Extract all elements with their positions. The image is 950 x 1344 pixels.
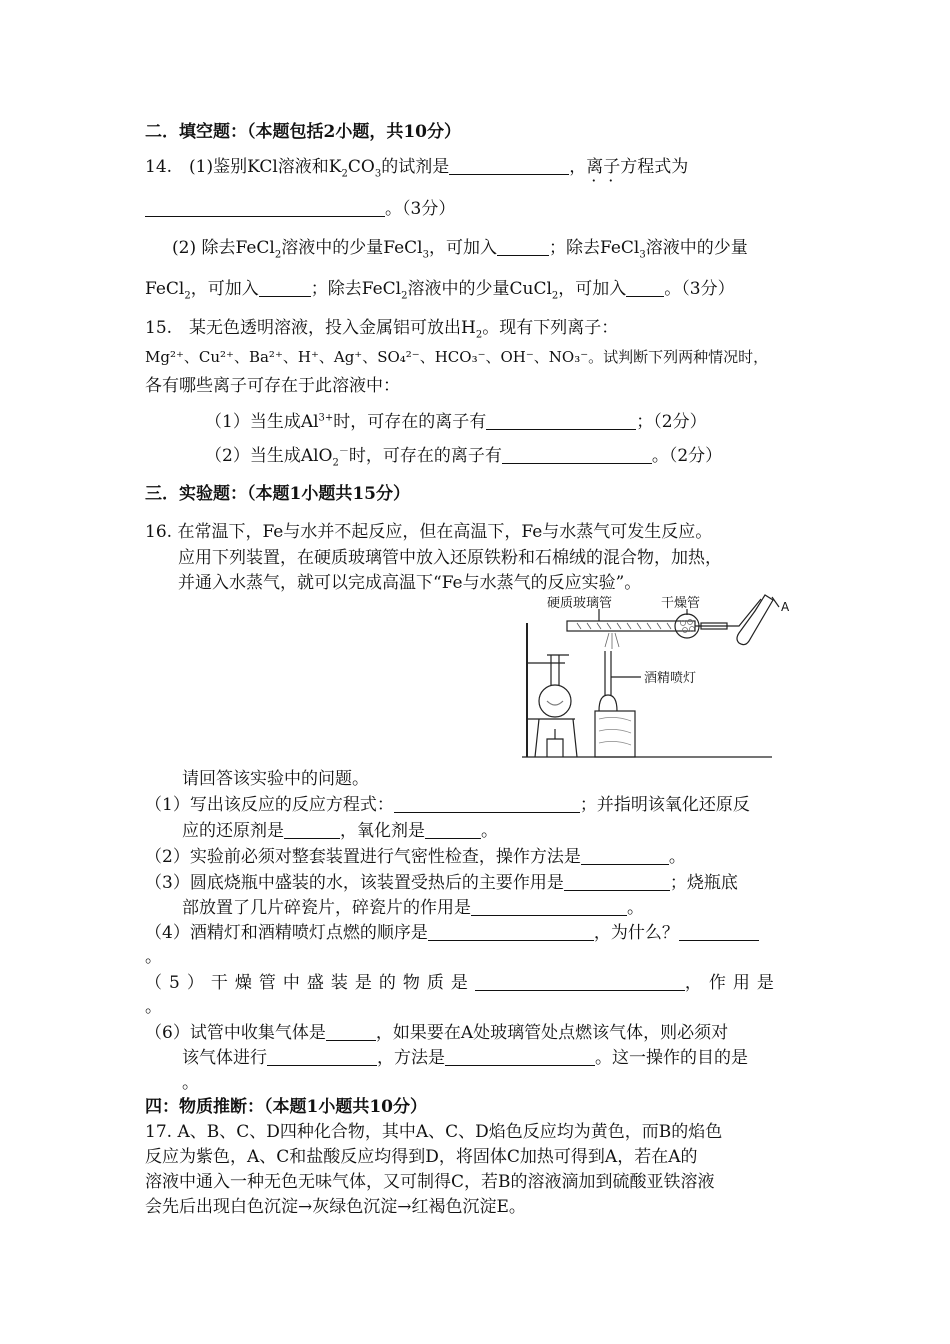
alcohol-lamp	[547, 739, 563, 757]
label-a-leader	[772, 597, 779, 607]
text: ；（2分）	[636, 412, 707, 432]
answer-blank[interactable]	[267, 1047, 377, 1066]
answer-blank[interactable]	[497, 237, 549, 256]
text: （1）当生成Al	[205, 412, 319, 432]
q16-sub-6	[145, 1021, 728, 1045]
q14-line-4	[145, 277, 735, 301]
q16-sub-6-cont	[182, 1046, 748, 1070]
text: ，	[569, 157, 587, 177]
subscript: 2	[274, 249, 282, 261]
q15-part-2	[205, 444, 722, 468]
q17-line-2: 反应为紫色，A、C和盐酸反应均得到D，将固体C加热可得到A，若在A的	[145, 1147, 698, 1167]
text: ，可加入	[558, 279, 627, 299]
q16-sub-3	[145, 871, 738, 895]
q16-line-1: 16. 在常温下，Fe与水并不起反应，但在高温下，Fe与水蒸气可发生反应。	[145, 522, 713, 542]
text: 应的还原剂是	[182, 821, 284, 841]
answer-blank[interactable]	[428, 922, 594, 941]
answer-blank[interactable]	[425, 820, 481, 839]
text: ，可加入	[428, 238, 497, 258]
text: 溶液中的少量FeCl	[281, 238, 423, 258]
text: ，作用是	[684, 973, 781, 993]
answer-blank[interactable]	[475, 972, 685, 991]
text: 溶液中的少量	[645, 238, 748, 258]
text: 的试剂是	[381, 157, 450, 177]
label-a: A	[781, 600, 790, 614]
section-2-heading: 二．填空题：（本题包括2小题，共10分）	[145, 122, 461, 142]
q16-sub-4-end: 。	[145, 947, 162, 967]
answer-blank[interactable]	[581, 846, 669, 865]
lamp-block	[595, 711, 635, 757]
text: 。	[668, 847, 686, 867]
text: （6）试管中收集气体是	[145, 1023, 326, 1043]
section-3-heading: 三．实验题：（本题1小题共15分）	[145, 484, 410, 504]
subscript: 2	[475, 329, 483, 341]
q16-sub-2	[145, 845, 686, 869]
text: 。（3分）	[664, 279, 735, 299]
text: 时，可存在的离子有	[333, 412, 487, 432]
answer-blank[interactable]	[564, 872, 670, 891]
answer-blank[interactable]	[284, 820, 340, 839]
emphasis-text: 离	[586, 157, 604, 177]
text: ，可加入	[190, 279, 259, 299]
answer-blank[interactable]	[502, 445, 652, 464]
answer-blank[interactable]	[394, 794, 580, 813]
q17-line-3: 溶液中通入一种无色无味气体，又可制得C，若B的溶液滴加到硫酸亚铁溶液	[145, 1172, 715, 1192]
text: 14. (1)鉴别KCl溶液和K	[145, 157, 342, 177]
q16-sub-1-cont	[182, 819, 498, 843]
subscript: 2	[401, 290, 408, 302]
text: （4）酒精灯和酒精喷灯点燃的顺序是	[145, 923, 428, 943]
q17-line-4: 会先后出现白色沉淀→灰绿色沉淀→红褐色沉淀E。	[145, 1197, 526, 1217]
answer-blank[interactable]	[326, 1022, 376, 1041]
answer-blank[interactable]	[486, 411, 636, 430]
answer-blank[interactable]	[449, 156, 569, 175]
text: 。（3分）	[385, 199, 456, 219]
subscript: 2	[551, 290, 559, 302]
round-flask	[539, 685, 571, 717]
q16-sub-5-end: 。	[145, 997, 162, 1017]
section-4-heading: 四：物质推断：（本题1小题共10分）	[145, 1097, 427, 1117]
text: （2）当生成AlO	[205, 446, 333, 466]
answer-blank[interactable]	[626, 278, 664, 297]
text: （1）写出该反应的反应方程式：	[145, 795, 394, 815]
text: ，氧化剂是	[340, 821, 425, 841]
text: ，为什么？	[593, 923, 679, 943]
q14-line-1	[145, 155, 688, 179]
text: 时，可存在的离子有	[348, 446, 502, 466]
q16-sub-3-cont	[182, 896, 644, 920]
text: 15. 某无色透明溶液，投入金属铝可放出H	[145, 318, 476, 338]
apparatus-diagram	[517, 593, 809, 761]
q16-sub-1	[145, 793, 750, 817]
label-spirit-lamp: 酒精喷灯	[644, 671, 697, 686]
answer-blank[interactable]	[471, 897, 627, 916]
superscript: －	[338, 446, 349, 458]
q14-line-3	[172, 236, 748, 260]
subscript: 3	[639, 249, 646, 261]
subscript: 3	[374, 168, 382, 180]
text: 。（2分）	[651, 446, 723, 466]
subscript: 2	[341, 168, 348, 180]
answer-blank[interactable]	[679, 922, 759, 941]
label-hard-glass-tube: 硬质玻璃管	[547, 596, 613, 611]
q17-line-1: 17. A、B、C、D四种化合物，其中A、C、D焰色反应均为黄色，而B的焰色	[145, 1122, 723, 1142]
text: FeCl	[145, 279, 185, 299]
superscript: 3+	[318, 412, 334, 424]
label-drying-tube: 干燥管	[661, 596, 701, 611]
text: ，如果要在A处玻璃管处点燃该气体，则必须对	[375, 1023, 729, 1043]
answer-blank[interactable]	[145, 198, 385, 217]
text: ；除去FeCl	[548, 238, 640, 258]
text: ，方法是	[377, 1048, 445, 1068]
subscript: 3	[422, 249, 429, 261]
text: 部放置了几片碎瓷片，碎瓷片的作用是	[182, 898, 471, 918]
text: 。	[627, 898, 644, 918]
text: （2）实验前必须对整套装置进行气密性检查，操作方法是	[145, 847, 581, 867]
q16-prompt: 请回答该实验中的问题。	[182, 769, 369, 789]
text: （3）圆底烧瓶中盛装的水，该装置受热后的主要作用是	[145, 873, 564, 893]
text: ；烧瓶底	[669, 873, 738, 893]
q15-ion-list: Mg²⁺、Cu²⁺、Ba²⁺、H⁺、Ag⁺、SO₄²⁻、HCO₃⁻、OH⁻、NO₃⁻。试判断下列两种情况时，	[145, 348, 769, 366]
q16-sub-5	[145, 971, 781, 995]
text: (2) 除去FeCl	[172, 238, 275, 258]
text: CO	[347, 157, 375, 177]
text: ；除去FeCl	[310, 279, 402, 299]
collection-test-tube	[737, 595, 773, 645]
emphasis-text: 子	[603, 157, 621, 177]
q16-sub-6-end: 。	[182, 1073, 199, 1093]
q15-line-1	[145, 316, 618, 340]
outlet-tube	[727, 599, 761, 626]
q16-sub-4	[145, 921, 759, 945]
subscript: 2	[332, 457, 339, 469]
answer-blank[interactable]	[445, 1047, 595, 1066]
text: 。现有下列离子：	[482, 318, 619, 338]
q15-line-3: 各有哪些离子可存在于此溶液中：	[145, 376, 400, 396]
q16-line-2: 应用下列装置，在硬质玻璃管中放入还原铁粉和石棉绒的混合物，加热，	[178, 548, 722, 568]
text: 方程式为	[620, 157, 689, 177]
text: 。	[481, 821, 498, 841]
q16-line-3: 并通入水蒸气，就可以完成高温下“Fe与水蒸气的反应实验”。	[178, 573, 642, 593]
text: 。这一操作的目的是	[595, 1048, 748, 1068]
answer-blank[interactable]	[259, 278, 311, 297]
q14-line-2	[145, 197, 455, 221]
text: 溶液中的少量CuCl	[407, 279, 552, 299]
subscript: 2	[184, 290, 191, 302]
text: 该气体进行	[182, 1048, 267, 1068]
q15-part-1	[205, 410, 707, 434]
text: （5）干燥管中盛装是的物质是	[145, 973, 475, 993]
text: ；并指明该氧化还原反	[579, 795, 750, 815]
